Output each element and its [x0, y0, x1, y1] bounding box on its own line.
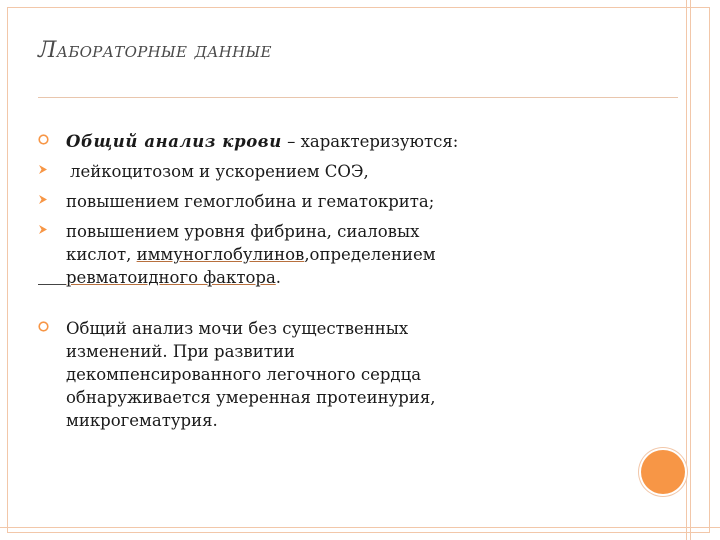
circle-bullet-icon [38, 134, 49, 145]
bullet-item-3 [38, 220, 668, 266]
blood-item-3-line1: повышением уровня фибрина, сиаловых [66, 222, 420, 241]
frame-line-bottom [0, 527, 720, 528]
arrow-bullet-icon [38, 224, 49, 235]
blood-heading-suffix: – характеризуются: [281, 132, 459, 151]
bullet-urine [38, 317, 668, 432]
arrow-bullet-icon [38, 194, 49, 205]
bullet-item-1 [38, 160, 668, 183]
decorative-orange-circle [641, 450, 685, 494]
blood-item-2: повышением гемоглобина и гематокрита; [66, 192, 435, 211]
blood-item-3-suffix: ,определением [304, 245, 436, 264]
blood-heading: Общий анализ крови [66, 132, 282, 151]
blood-item-1: лейкоцитозом и ускорением СОЭ, [70, 162, 369, 181]
slide-title: Лабораторные данные [38, 38, 272, 63]
title-divider [38, 97, 678, 98]
blood-item-3-prefix: кислот, [66, 245, 137, 264]
circle-bullet-icon [38, 321, 49, 332]
rheumatoid-end: . [275, 268, 282, 287]
indent-underline [38, 284, 66, 285]
rheumatoid-factor-line [38, 266, 668, 289]
arrow-bullet-icon [38, 164, 49, 175]
frame-line-right-2 [690, 0, 691, 540]
slide-content [38, 130, 668, 439]
urine-text: Общий анализ мочи без существенных изменений. При развитии декомпенсированного легочного сердца обнаруживается умеренная протеинурия, микрогематурия. [66, 319, 436, 430]
bullet-item-2 [38, 190, 668, 213]
blood-item-3-line2 [66, 243, 668, 266]
immunoglobulins-link[interactable]: иммуноглобулинов [136, 245, 305, 264]
rheumatoid-factor-link[interactable]: ревматоидного фактора [66, 268, 276, 287]
frame-line-right [686, 0, 687, 540]
bullet-blood-heading [38, 130, 668, 153]
